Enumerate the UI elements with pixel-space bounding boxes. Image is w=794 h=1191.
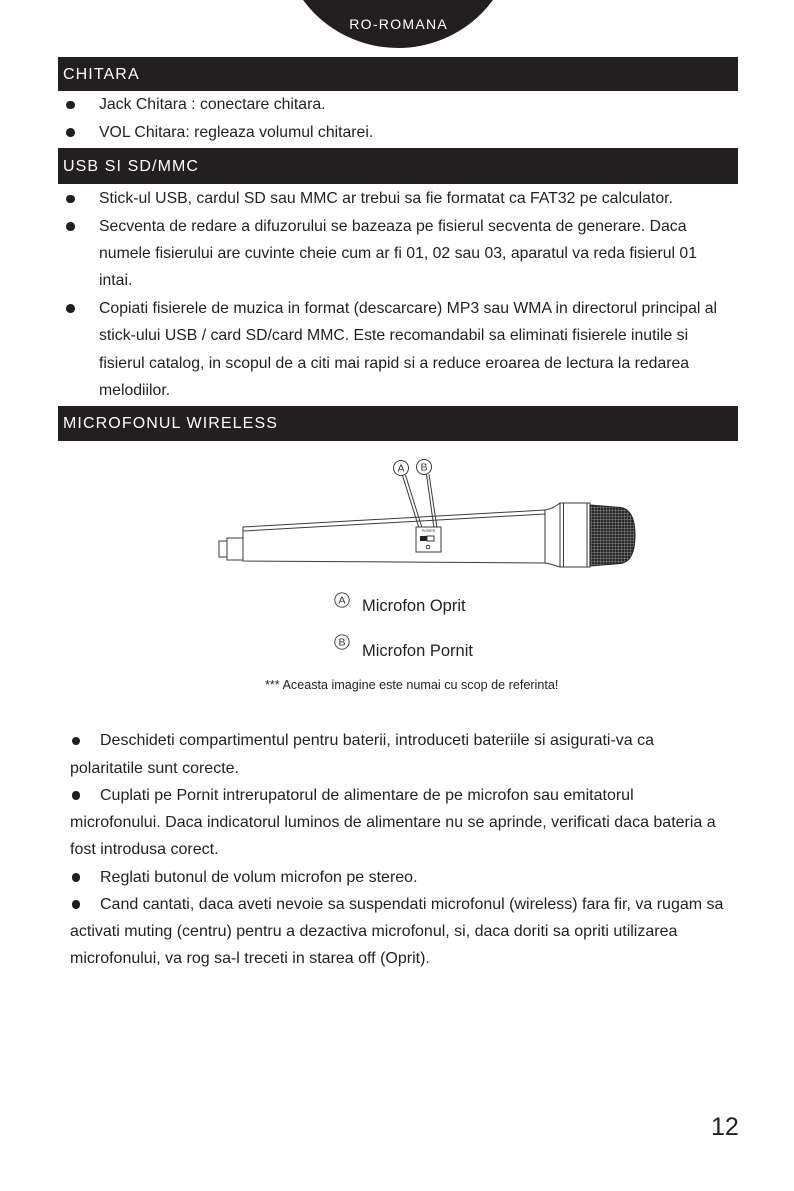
callout-a-leader-line: [403, 476, 420, 529]
instruction-text: fost introdusa corect.: [70, 841, 219, 859]
callout-b-letter: B: [420, 461, 428, 474]
instruction-text: microfonului, va rog sa-l treceti in starea off (Oprit).: [70, 950, 430, 968]
list-item: [99, 295, 738, 405]
instruction-text: activati muting (centru) pentru a dezactiva microfonul, si, daca doriti sa opriti utilizarea: [70, 923, 678, 941]
legend-marker-a: [334, 592, 350, 608]
bullet-icon: [66, 101, 75, 110]
list-item-text: Stick-ul USB, cardul SD sau MMC ar trebui sa fie formatat ca FAT32 pe calculator.: [99, 190, 673, 208]
bullet-icon: [66, 222, 75, 231]
list-item-text: stick-ului USB / card SD/card MMC. Este recomandabil sa eliminati fisierele inutile si: [99, 327, 689, 345]
page-number: 12: [711, 1113, 739, 1141]
microphone-connector: [227, 538, 243, 560]
callout-a-leader-line: [406, 475, 423, 528]
bullet-icon: [66, 304, 75, 313]
list-item-text: Copiati fisierele de muzica in format (descarcare) MP3 sau WMA in directorul principal al: [99, 299, 718, 317]
section-header-guitar: CHITARA: [58, 57, 738, 91]
microphone-handle: [243, 510, 545, 563]
list-item: [99, 213, 738, 295]
microphone-connector-tip: [219, 541, 227, 557]
list-item-text: numele fisierului are cuvinte cheie cum ar fi 01, 02 sau 03, aparatul va reda fisierul 01: [99, 245, 697, 263]
microphone-ring: [560, 503, 590, 567]
callout-a-letter: A: [397, 462, 405, 475]
legend-marker-a-letter: A: [338, 594, 346, 607]
list-item: [99, 91, 738, 118]
list-item: [99, 185, 738, 212]
legend-marker-b-letter: B: [338, 636, 346, 649]
section-header-wireless-mic: MICROFONUL WIRELESS: [58, 406, 738, 441]
instruction-text: microfonului. Daca indicatorul luminos de alimentare nu se aprinde, verificati daca bateria a: [70, 814, 716, 832]
guitar-list: [99, 91, 738, 146]
bullet-icon: [72, 791, 81, 800]
instructions-list: [70, 727, 738, 972]
list-item-text: Secventa de redare a difuzorului se bazeaza pe fisierul secventa de generare. Daca: [99, 217, 687, 235]
list-item-text: fisierul catalog, in scopul de a citi mai rapid si a reduce eroarea de lectura la redarea: [99, 354, 690, 372]
instruction-item: [70, 864, 738, 891]
instruction-text: Cand cantati, daca aveti nevoie sa suspendati microfonul (wireless) fara fir, va rugam sa: [100, 895, 724, 913]
list-item-text: VOL Chitara: regleaza volumul chitarei.: [99, 123, 374, 141]
instruction-item: [70, 782, 738, 864]
instruction-text: Cuplati pe Pornit intrerupatorul de alimentare de pe microfon sau emitatorul: [100, 786, 634, 804]
instruction-text: Deschideti compartimentul pentru baterii, introduceti bateriile si asigurati-va ca: [100, 732, 655, 750]
instruction-item: [70, 727, 738, 782]
power-switch-label: POWER: [421, 529, 436, 533]
microphone-neck: [545, 503, 560, 567]
bullet-icon: [72, 900, 81, 909]
microphone-illustration: [200, 450, 650, 575]
legend-label-mic-on: Microfon Pornit: [362, 642, 473, 660]
reference-note: *** Aceasta imagine este numai cu scop de referinta!: [265, 678, 559, 692]
list-item-text: melodiilor.: [99, 382, 171, 400]
microphone-grille: [590, 505, 635, 566]
legend-label-mic-off: Microfon Oprit: [362, 597, 466, 615]
instruction-item: [70, 891, 738, 973]
list-item-text: intai.: [99, 272, 133, 290]
list-item: [99, 119, 738, 146]
microphone-handle-highlight: [243, 514, 545, 531]
bullet-icon: [66, 128, 75, 137]
bullet-icon: [66, 195, 75, 204]
legend-marker-b: [334, 634, 350, 650]
list-item-text: Jack Chitara : conectare chitara.: [99, 96, 326, 114]
power-switch-knob: [420, 536, 427, 541]
instruction-text: Reglati butonul de volum microfon pe stereo.: [100, 868, 418, 886]
language-tab-label: RO-ROMANA: [349, 16, 449, 32]
instruction-text: polaritatile sunt corecte.: [70, 759, 239, 777]
section-header-usb: USB SI SD/MMC: [58, 148, 738, 184]
bullet-icon: [72, 873, 81, 882]
usb-list: [99, 185, 738, 404]
